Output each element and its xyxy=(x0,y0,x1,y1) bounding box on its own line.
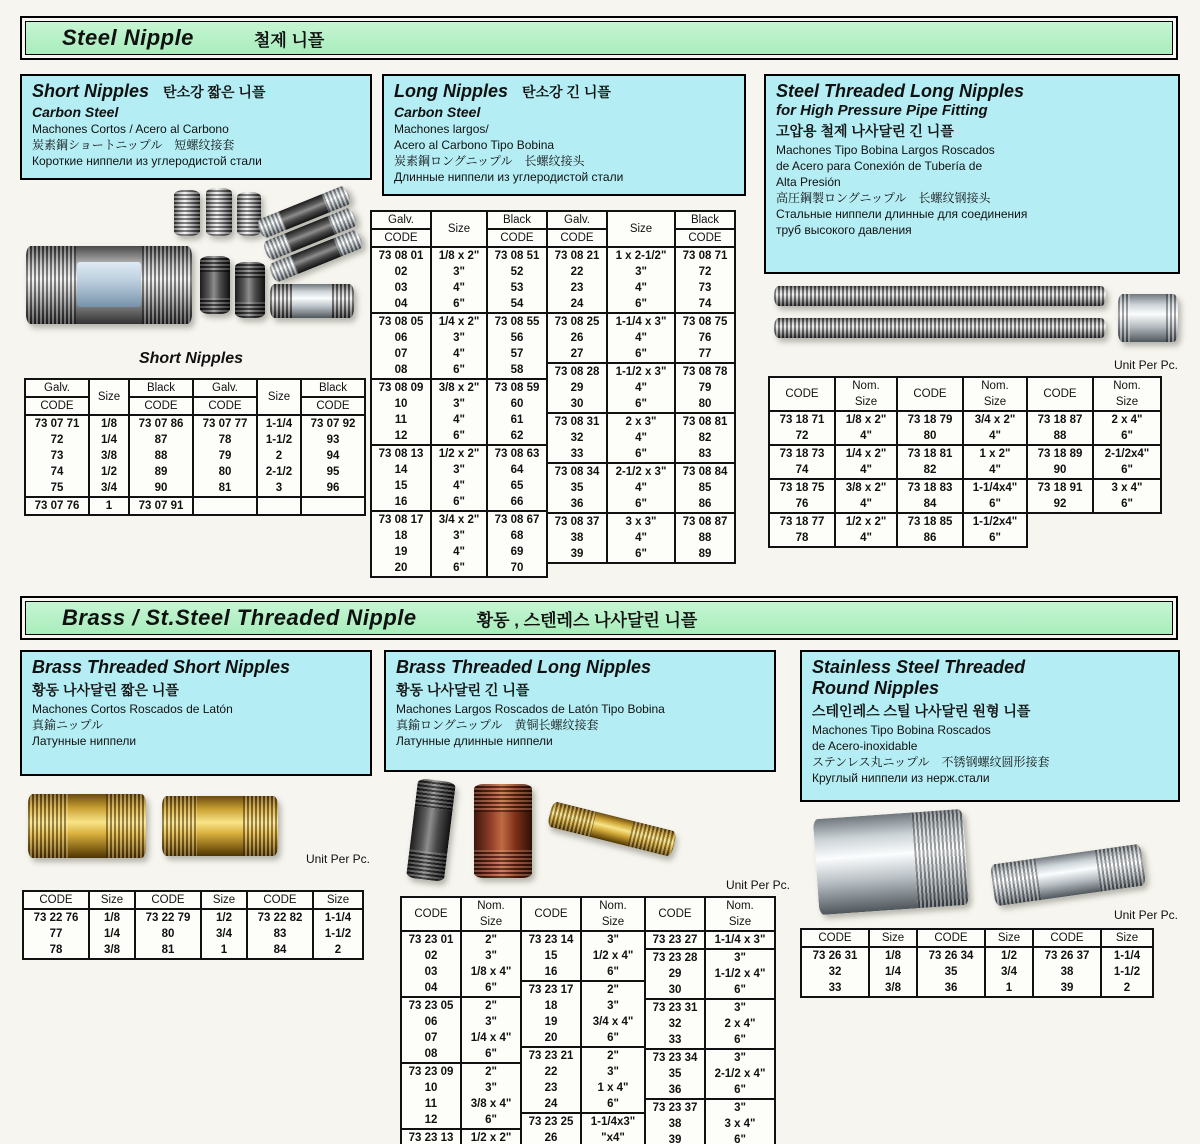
table-cell: 73 08 67 68 69 70 xyxy=(487,511,547,577)
table-row xyxy=(547,413,735,463)
table-cell: 73 07 91 xyxy=(129,497,193,515)
table-row xyxy=(371,379,547,445)
brass-short-title-kr: 황동 나사달린 짧은 니플 xyxy=(32,682,179,698)
table-cell: 73 23 14 15 16 xyxy=(521,931,581,981)
stainless-line-es1: Machones Tipo Bobina Roscados xyxy=(812,723,991,737)
table-cell: 73 26 31 32 33 xyxy=(801,947,869,997)
table-cell: 73 08 09 10 11 12 xyxy=(371,379,431,445)
brass-short-line-jp: 真鍮ニップル xyxy=(32,718,104,732)
long-nipples-line-jp-cn: 炭素鋼ロングニップル 长螺纹接头 xyxy=(394,154,585,168)
table-cell: 73 08 25 26 27 xyxy=(547,313,607,363)
table-row xyxy=(1027,411,1161,445)
table-row xyxy=(897,513,1027,547)
table-cell: 73 23 37 38 39 xyxy=(645,1099,705,1144)
table-cell: 73 23 27 xyxy=(645,931,705,949)
steel-threaded-line-es2: de Acero para Conexión de Tubería de xyxy=(776,159,983,173)
table-cell: 73 18 79 80 xyxy=(897,411,963,445)
table-row xyxy=(25,497,193,515)
table-cell: 3" 1-1/2 x 4" 6" xyxy=(705,949,775,999)
table-cell: 1-1/4x4" 6" xyxy=(963,479,1027,513)
table-row xyxy=(371,313,547,379)
section-header-stainless xyxy=(800,650,1180,802)
table-cell: 2 x 4" 6" xyxy=(1093,411,1161,445)
table-cell: 73 08 84 85 86 xyxy=(675,463,735,513)
short-nipples-subtitle: Carbon Steel xyxy=(32,104,119,120)
table-cell: 73 08 71 72 73 74 xyxy=(675,247,735,313)
stainless-title-kr: 스테인레스 스틸 나사달린 원형 니플 xyxy=(812,703,1031,719)
table-cell: 73 23 05 06 07 08 xyxy=(401,997,461,1063)
stainless-table xyxy=(800,928,1154,998)
table-cell: 73 08 37 38 39 xyxy=(547,513,607,563)
unit-per-pc-label: Unit Per Pc. xyxy=(1113,908,1178,922)
brass-long-table-1 xyxy=(400,896,522,1144)
table-cell: 73 23 34 35 36 xyxy=(645,1049,705,1099)
table-cell: 73 08 34 35 36 xyxy=(547,463,607,513)
steel-threaded-title-kr: 고압용 철제 나사달린 긴 니플 xyxy=(776,123,954,139)
table-cell: 73 07 86 87 88 89 90 xyxy=(129,415,193,497)
table-cell: 73 18 85 86 xyxy=(897,513,963,547)
table-row xyxy=(193,415,365,497)
table-cell: 3 x 4" 6" xyxy=(1093,479,1161,513)
table-cell: 3" 3 x 4" 6" xyxy=(705,1099,775,1144)
table-header-cell: Black CODE xyxy=(301,379,365,415)
table-cell: 73 18 91 92 xyxy=(1027,479,1093,513)
table-cell: 1/2 3/4 1 xyxy=(201,909,247,959)
nipple-image-large xyxy=(26,246,192,324)
nipple-image xyxy=(200,256,230,314)
table-cell: 73 08 51 52 53 54 xyxy=(487,247,547,313)
short-nipples-line-jp-cn: 炭素鋼ショートニップル 短螺纹接套 xyxy=(32,138,235,152)
table-cell: 73 23 31 32 33 xyxy=(645,999,705,1049)
table-cell: 1-1/2x4" 6" xyxy=(963,513,1027,547)
section-header-brass-short xyxy=(20,650,372,776)
table-cell: 3" 2-1/2 x 4" 6" xyxy=(705,1049,775,1099)
section-header-long-nipples xyxy=(382,74,746,196)
table-cell xyxy=(193,497,257,515)
table-cell: 1/4 x 2" 4" xyxy=(835,445,897,479)
long-nipples-title: Long Nipples xyxy=(394,81,508,101)
table-cell: 3 x 3" 4" 6" xyxy=(607,513,675,563)
unit-per-pc-label: Unit Per Pc. xyxy=(725,878,790,892)
long-nipples-table-left xyxy=(370,210,548,578)
nipple-image xyxy=(813,809,969,915)
table-cell: 3/4 x 2" 3" 4" 6" xyxy=(431,511,487,577)
table-header-cell: Galv. CODE xyxy=(193,379,257,415)
nipple-image xyxy=(547,801,677,857)
table-header-cell: Size xyxy=(607,211,675,247)
section-header-short-nipples xyxy=(20,74,372,180)
table-cell: 73 18 75 76 xyxy=(769,479,835,513)
table-cell: 73 08 01 02 03 04 xyxy=(371,247,431,313)
table-cell: 73 18 73 74 xyxy=(769,445,835,479)
table-row xyxy=(1027,445,1161,479)
short-nipples-title-kr: 탄소강 짧은 니플 xyxy=(163,84,266,100)
data-table xyxy=(1026,376,1162,514)
brass-long-title-kr: 황동 나사달린 긴 니플 xyxy=(396,682,530,698)
stainless-line-jp-cn: ステンレス丸ニップル 不锈钢螺纹圆形接套 xyxy=(812,755,1050,769)
banner-steel-nipple xyxy=(20,16,1178,60)
banner1-title-en: Steel Nipple xyxy=(62,25,194,50)
table-cell: 73 08 78 79 80 xyxy=(675,363,735,413)
table-row xyxy=(547,313,735,363)
table-row xyxy=(547,513,735,563)
table-header-cell: Size xyxy=(201,891,247,909)
table-cell: 1-1/4 1-1/2 2 xyxy=(1101,947,1153,997)
steel-threaded-table-3 xyxy=(1026,376,1162,514)
table-header-cell: Size xyxy=(985,929,1033,947)
short-nipples-line-ru: Короткие ниппели из углеродистой стали xyxy=(32,154,262,168)
banner-brass-stainless xyxy=(20,596,1178,640)
table-row xyxy=(645,1049,775,1099)
table-header-cell: CODE xyxy=(401,897,461,931)
table-cell: 73 07 76 xyxy=(25,497,89,515)
photo-brass-long-nipples xyxy=(398,778,690,884)
table-cell: 73 08 28 29 30 xyxy=(547,363,607,413)
table-cell: 73 08 05 06 07 08 xyxy=(371,313,431,379)
table-cell: 73 23 13 xyxy=(401,1129,461,1144)
table-row xyxy=(401,1129,521,1144)
table-cell: 73 22 79 80 81 xyxy=(135,909,201,959)
data-table xyxy=(768,376,898,548)
table-cell: 1/4 x 2" 3" 4" 6" xyxy=(431,313,487,379)
table-row xyxy=(769,445,897,479)
table-row xyxy=(769,479,897,513)
steel-threaded-line-es3: Alta Presión xyxy=(776,175,841,189)
data-table xyxy=(22,890,364,960)
table-header-cell: Nom. Size xyxy=(461,897,521,931)
table-cell: 1/8 1/4 3/8 xyxy=(869,947,917,997)
table-row xyxy=(547,363,735,413)
short-nipples-table xyxy=(24,378,366,516)
table-row xyxy=(547,463,735,513)
nipple-image xyxy=(406,778,456,882)
table-row xyxy=(645,999,775,1049)
table-cell: 73 08 13 14 15 16 xyxy=(371,445,431,511)
table-header-cell: Size xyxy=(257,379,301,415)
data-table xyxy=(24,378,194,516)
table-cell: 1-1/4 1-1/2 2 2-1/2 3 xyxy=(257,415,301,497)
unit-per-pc-label: Unit Per Pc. xyxy=(1113,358,1178,372)
table-header-cell: Nom. Size xyxy=(705,897,775,931)
steel-threaded-title2: for High Pressure Pipe Fitting xyxy=(776,102,988,119)
nipple-image xyxy=(174,190,200,236)
data-table xyxy=(192,378,366,516)
table-header-cell: Size xyxy=(313,891,363,909)
table-cell: 73 08 17 18 19 20 xyxy=(371,511,431,577)
table-cell: 73 18 77 78 xyxy=(769,513,835,547)
brass-short-line-ru: Латунные ниппели xyxy=(32,734,137,748)
short-nipples-line-es: Machones Cortos / Acero al Carbono xyxy=(32,122,229,136)
table-cell: 73 18 83 84 xyxy=(897,479,963,513)
table-row xyxy=(897,445,1027,479)
table-header-cell: CODE xyxy=(1033,929,1101,947)
table-cell: 73 26 37 38 39 xyxy=(1033,947,1101,997)
nipple-image xyxy=(206,188,232,236)
nipple-image xyxy=(235,262,265,318)
short-nipples-caption: Short Nipples xyxy=(138,350,243,367)
table-header-cell: Galv. CODE xyxy=(371,211,431,247)
table-header-cell: CODE xyxy=(769,377,835,411)
nipple-image xyxy=(270,284,354,318)
steel-threaded-line-jp-cn: 高圧鋼製ロングニップル 长螺纹钢接头 xyxy=(776,191,991,205)
table-cell: 73 08 87 88 89 xyxy=(675,513,735,563)
nipple-image xyxy=(1118,294,1178,342)
banner-brass-stainless-inner xyxy=(25,601,1173,635)
table-row xyxy=(897,411,1027,445)
table-cell: 2" 3" 1/8 x 4" 6" xyxy=(461,931,521,997)
table-cell: 73 23 09 10 11 12 xyxy=(401,1063,461,1129)
table-row xyxy=(645,1099,775,1144)
table-header-cell: Black CODE xyxy=(675,211,735,247)
table-header-cell: CODE xyxy=(521,897,581,931)
short-nipples-title: Short Nipples xyxy=(32,81,150,101)
table-cell: 1-1/2 x 3" 4" 6" xyxy=(607,363,675,413)
table-cell: 1/8 1/4 3/8 1/2 3/4 xyxy=(89,415,129,497)
table-cell xyxy=(301,497,365,515)
table-cell: 3" 1/2 x 4" 6" xyxy=(581,931,645,981)
table-cell: 2" 3" 1/4 x 4" 6" xyxy=(461,997,521,1063)
table-cell: 1/8 1/4 3/8 xyxy=(89,909,135,959)
table-row xyxy=(547,247,735,313)
table-header-cell: Size xyxy=(431,211,487,247)
table-cell: 1/2 3/4 1 xyxy=(985,947,1033,997)
steel-threaded-line-es1: Machones Tipo Bobina Largos Roscados xyxy=(776,143,995,157)
brass-long-table-3 xyxy=(644,896,776,1144)
table-header-cell: Nom. Size xyxy=(1093,377,1161,411)
brass-long-title: Brass Threaded Long Nipples xyxy=(396,657,652,677)
table-row xyxy=(897,479,1027,513)
table-cell: 73 23 28 29 30 xyxy=(645,949,705,999)
table-row xyxy=(1027,479,1161,513)
table-row xyxy=(521,931,645,981)
steel-threaded-title: Steel Threaded Long Nipples xyxy=(776,81,1025,101)
unit-per-pc-label: Unit Per Pc. xyxy=(305,852,370,866)
table-cell: 2 x 3" 4" 6" xyxy=(607,413,675,463)
table-row xyxy=(401,997,521,1063)
banner2-title-en: Brass / St.Steel Threaded Nipple xyxy=(62,605,417,630)
table-row xyxy=(645,949,775,999)
table-cell: 2" 3" 3/8 x 4" 6" xyxy=(461,1063,521,1129)
table-row xyxy=(401,931,521,997)
nipple-image xyxy=(990,844,1146,907)
data-table xyxy=(400,896,522,1144)
data-table xyxy=(896,376,1028,548)
table-cell: 73 23 21 22 23 24 xyxy=(521,1047,581,1113)
table-header-cell: Nom. Size xyxy=(835,377,897,411)
table-cell: 73 22 76 77 78 xyxy=(23,909,89,959)
table-header-cell: CODE xyxy=(1027,377,1093,411)
table-cell: 1/2 x 2" 4" xyxy=(835,513,897,547)
table-cell: 73 08 31 32 33 xyxy=(547,413,607,463)
table-cell: 3/4 x 2" 4" xyxy=(963,411,1027,445)
table-header-cell: Galv. CODE xyxy=(547,211,607,247)
stainless-line-ru: Круглый ниппели из нерж.стали xyxy=(812,771,990,785)
data-table xyxy=(520,896,646,1144)
table-row xyxy=(193,497,365,515)
table-cell: 73 23 25 26 xyxy=(521,1113,581,1144)
table-cell: 73 18 89 90 xyxy=(1027,445,1093,479)
table-cell: 1-1/4 x 3" 4" 6" xyxy=(607,313,675,363)
table-row xyxy=(371,247,547,313)
brass-long-line-jp-cn: 真鍮ロングニップル 黄铜长螺纹接套 xyxy=(396,718,599,732)
table-row xyxy=(25,415,193,497)
table-cell: 1/2 x 2" 3" 4" 6" xyxy=(431,445,487,511)
nipple-image xyxy=(28,794,146,858)
table-cell: 73 08 21 22 23 24 xyxy=(547,247,607,313)
table-header-cell: Size xyxy=(89,891,135,909)
table-row xyxy=(371,445,547,511)
brass-short-line-es: Machones Cortos Roscados de Latón xyxy=(32,702,233,716)
table-cell: 73 26 34 35 36 xyxy=(917,947,985,997)
brass-long-table-2 xyxy=(520,896,646,1144)
table-row xyxy=(23,909,363,959)
table-row xyxy=(769,513,897,547)
long-nipples-table-right xyxy=(546,210,736,564)
table-header-cell: CODE xyxy=(247,891,313,909)
stainless-line-es2: de Acero-inoxidable xyxy=(812,739,918,753)
table-cell: 1-1/4 1-1/2 2 xyxy=(313,909,363,959)
table-cell: 3/8 x 2" 3" 4" 6" xyxy=(431,379,487,445)
data-table xyxy=(370,210,548,578)
long-nipples-line-es2: Acero al Carbono Tipo Bobina xyxy=(394,138,555,152)
table-header-cell: CODE xyxy=(135,891,201,909)
stainless-title-line1: Stainless Steel Threaded xyxy=(812,657,1026,677)
table-row xyxy=(801,947,1153,997)
table-cell: 2-1/2x4" 6" xyxy=(1093,445,1161,479)
brass-long-line-ru: Латунные длинные ниппели xyxy=(396,734,553,748)
table-row xyxy=(371,511,547,577)
table-cell: 73 08 55 56 57 58 xyxy=(487,313,547,379)
table-header-cell: Size xyxy=(869,929,917,947)
table-header-cell: Black CODE xyxy=(129,379,193,415)
brass-short-title: Brass Threaded Short Nipples xyxy=(32,657,291,677)
short-nipples-table-right xyxy=(192,378,366,516)
long-nipples-line-ru: Длинные ниппели из углеродистой стали xyxy=(394,170,624,184)
banner1-title-kr: 철제 니플 xyxy=(253,30,325,50)
nipple-image xyxy=(474,784,532,878)
table-cell: 1-1/4x3" "x4" xyxy=(581,1113,645,1144)
section-header-brass-long xyxy=(384,650,776,772)
table-header-cell: Nom. Size xyxy=(581,897,645,931)
table-row xyxy=(521,981,645,1047)
table-cell: 1 x 2" 4" xyxy=(963,445,1027,479)
brass-short-table-main xyxy=(22,890,364,960)
brass-long-table xyxy=(400,896,776,1144)
table-cell: 73 18 81 82 xyxy=(897,445,963,479)
table-cell: 73 07 92 93 94 95 96 xyxy=(301,415,365,497)
table-cell: 1-1/4 x 3" xyxy=(705,931,775,949)
table-header-cell: CODE xyxy=(801,929,869,947)
table-header-cell: Nom. Size xyxy=(963,377,1027,411)
data-table xyxy=(644,896,776,1144)
table-cell: 3" 2 x 4" 6" xyxy=(705,999,775,1049)
nipple-image xyxy=(774,286,1106,306)
table-cell: 73 23 01 02 03 04 xyxy=(401,931,461,997)
brass-short-table xyxy=(22,890,364,960)
photo-short-steel-nipples xyxy=(24,184,358,344)
steel-threaded-table xyxy=(768,376,1162,548)
table-row xyxy=(769,411,897,445)
nipple-image xyxy=(237,192,261,236)
steel-threaded-table-1 xyxy=(768,376,898,548)
table-header-cell: Black CODE xyxy=(487,211,547,247)
short-nipples-table-left xyxy=(24,378,194,516)
nipple-image xyxy=(162,796,278,856)
steel-threaded-table-2 xyxy=(896,376,1028,548)
table-cell xyxy=(257,497,301,515)
table-cell: 73 22 82 83 84 xyxy=(247,909,313,959)
table-cell: 1/2 x 2" xyxy=(461,1129,521,1144)
photo-steel-threaded-long-nipples xyxy=(774,280,1180,356)
table-cell: 73 07 71 72 73 74 75 xyxy=(25,415,89,497)
section-header-steel-threaded xyxy=(764,74,1180,274)
table-cell: 2" 3" 1 x 4" 6" xyxy=(581,1047,645,1113)
table-header-cell: CODE xyxy=(645,897,705,931)
table-header-cell: CODE xyxy=(23,891,89,909)
nipple-image xyxy=(774,318,1106,338)
stainless-table-main xyxy=(800,928,1154,998)
steel-threaded-line-ru2: труб высокого давления xyxy=(776,223,912,237)
table-cell: 1/8 x 2" 4" xyxy=(835,411,897,445)
table-cell: 73 08 81 82 83 xyxy=(675,413,735,463)
table-header-cell: Size xyxy=(89,379,129,415)
table-cell: 2" 3" 3/4 x 4" 6" xyxy=(581,981,645,1047)
table-cell: 1 xyxy=(89,497,129,515)
photo-stainless-round-nipples xyxy=(812,812,1168,918)
table-cell: 1/8 x 2" 3" 4" 6" xyxy=(431,247,487,313)
table-cell: 3/8 x 2" 4" xyxy=(835,479,897,513)
table-cell: 73 18 87 88 xyxy=(1027,411,1093,445)
stainless-title-line2: Round Nipples xyxy=(812,678,939,698)
table-cell: 2-1/2 x 3" 4" 6" xyxy=(607,463,675,513)
table-cell: 73 08 63 64 65 66 xyxy=(487,445,547,511)
table-cell: 73 08 75 76 77 xyxy=(675,313,735,363)
brass-long-line-es: Machones Largos Roscados de Latón Tipo Bobina xyxy=(396,702,665,716)
table-row xyxy=(521,1047,645,1113)
data-table xyxy=(546,210,736,564)
table-row xyxy=(401,1063,521,1129)
table-cell: 1 x 2-1/2" 3" 4" 6" xyxy=(607,247,675,313)
table-cell: 73 23 17 18 19 20 xyxy=(521,981,581,1047)
table-cell: 73 07 77 78 79 80 81 xyxy=(193,415,257,497)
table-header-cell: CODE xyxy=(897,377,963,411)
table-cell: 73 08 59 60 61 62 xyxy=(487,379,547,445)
long-nipples-line-es1: Machones largos/ xyxy=(394,122,489,136)
table-header-cell: Size xyxy=(1101,929,1153,947)
steel-threaded-line-ru1: Стальные ниппели длинные для соединения xyxy=(776,207,1028,221)
banner-steel-nipple-inner xyxy=(25,21,1173,55)
long-nipples-subtitle: Carbon Steel xyxy=(394,104,481,120)
table-row xyxy=(521,1113,645,1144)
data-table xyxy=(800,928,1154,998)
table-header-cell: Galv. CODE xyxy=(25,379,89,415)
table-header-cell: CODE xyxy=(917,929,985,947)
table-row xyxy=(645,931,775,949)
long-nipples-title-kr: 탄소강 긴 니플 xyxy=(522,84,611,100)
banner2-title-kr: 황동 , 스텐레스 나사달린 니플 xyxy=(476,610,698,630)
long-nipples-tables xyxy=(370,210,736,578)
table-cell: 73 18 71 72 xyxy=(769,411,835,445)
